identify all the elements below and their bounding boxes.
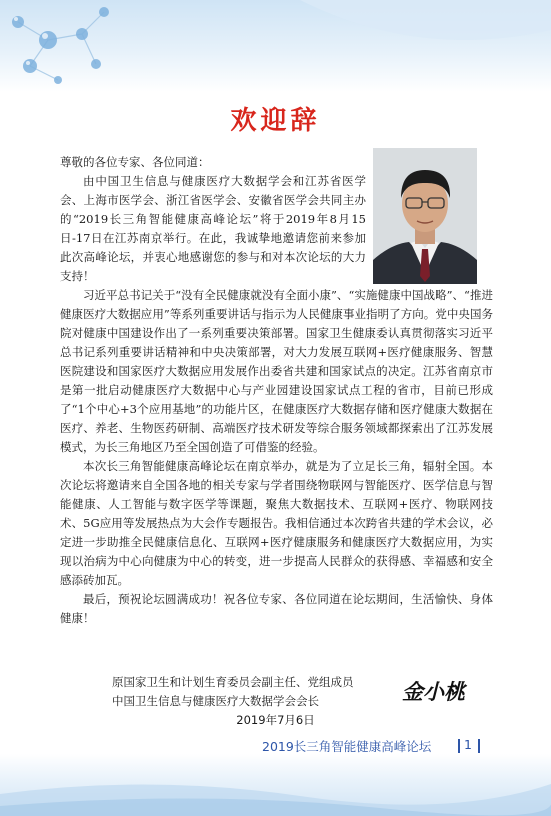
wave-decoration-icon: [0, 754, 551, 816]
page-number: 1: [464, 737, 472, 752]
footer-separator: [478, 739, 480, 753]
salutation: 尊敬的各位专家、各位同道：: [60, 155, 210, 169]
signatory-title-line2: 中国卫生信息与健康医疗大数据学会会长: [112, 694, 319, 708]
signatory-title-line1: 原国家卫生和计划生育委员会副主任、党组成员: [112, 675, 354, 689]
page-title: 欢迎辞: [230, 106, 321, 136]
letter-date: 2019年7月6日: [236, 713, 315, 727]
footer-event-name: 2019长三角智能健康高峰论坛: [262, 739, 432, 754]
paragraph: 习近平总书记关于“没有全民健康就没有全面小康”、“实施健康中国战略”、“推进健康医疗大数据应用”等系列重要讲话与指示为人民健康事业指明了方向。党中央国务院对健康中国建设作出了一系列重要决策部署。国家卫生健康委认真贯彻落实习近平总书记系列重要讲话精神和中央决策部署，对大力发展互联网+医疗健康服务、智慧医院建设和国家医疗大数据应用发展作出委省共建和国家试点的决定。江苏省南京市是第一批启动健康医疗大数据中心与产业园建设国家试点工程的省市，目前已形成了“1个中心+3个应用基地”的功能片区，在健康医疗大数据存储和医疗健康大数据在医疗、养老、生物医药研制、高端医疗技术研发等综合服务领域都探索出了江苏发展模式，为长三角地区乃至全国创造了可借鉴的经验。: [60, 288, 493, 454]
paragraph: 最后，预祝论坛圆满成功！祝各位专家、各位同道在论坛期间，生活愉快、身体健康！: [60, 592, 493, 625]
header-decoration: [0, 0, 551, 92]
handwritten-signature: 金小桃: [402, 679, 465, 704]
paragraph: 本次长三角智能健康高峰论坛在南京举办，就是为了立足长三角，辐射全国。本次论坛将邀请来自全国各地的相关专家与学者围绕物联网与智能医疗、医学信息与智能健康、人工智能与数字医学等课题，聚焦大数据技术、互联网+医疗、物联网技术、5G应用等发展热点为大会作专题报告。我相信通过本次跨省共建的学术会议，必定进一步助推全民健康信息化、互联网+医疗健康服务和健康医疗大数据应用，为实现以治病为中心向健康为中心的转变，进一步提高人民群众的获得感、幸福感和安全感添砖加瓦。: [60, 459, 493, 587]
footer-separator: [458, 739, 460, 753]
molecule-decoration-icon: [0, 0, 551, 92]
letter-body: [60, 172, 493, 628]
footer-decoration: [0, 754, 551, 816]
signatory-block: [112, 673, 354, 711]
paragraph: 由中国卫生信息与健康医疗大数据学会和江苏省医学会、上海市医学会、浙江省医学会、安徽省医学会共同主办的“2019长三角智能健康高峰论坛”将于2019年8月15日-17日在江苏南京举行。在此，我诚挚地邀请您前来参加此次高峰论坛，并衷心地感谢您的参与和对本次论坛的大力支持！: [60, 174, 366, 283]
